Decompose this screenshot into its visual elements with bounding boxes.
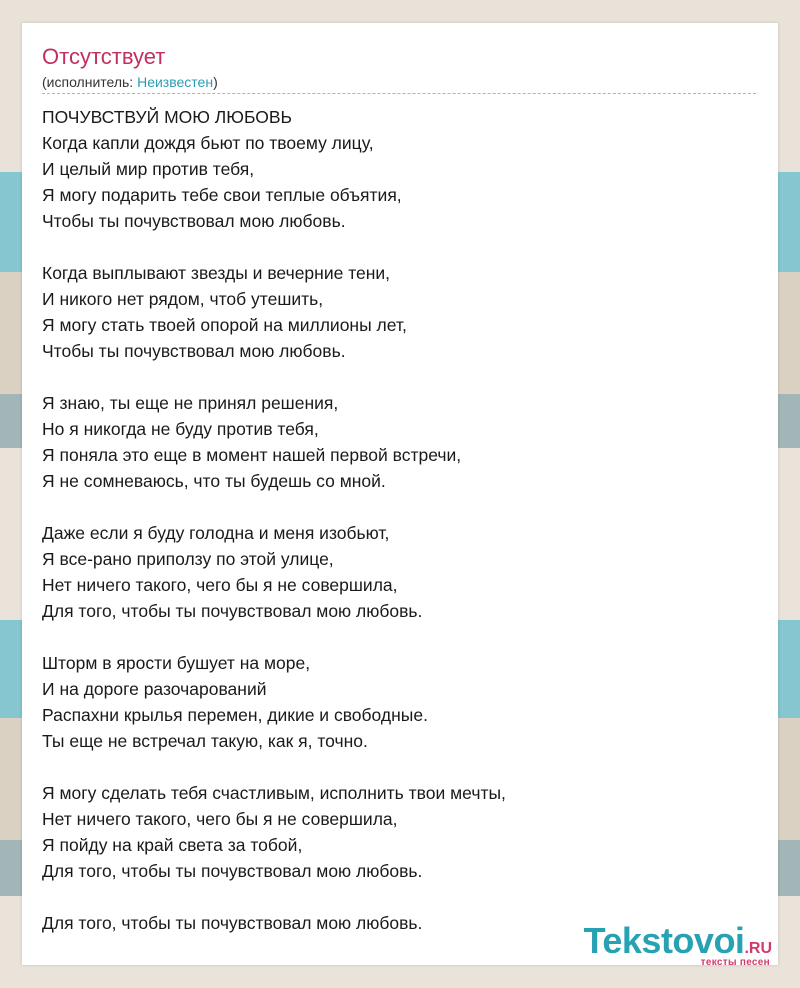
lyric-line: Когда капли дождя бьют по твоему лицу, (42, 133, 374, 153)
lyric-line: Для того, чтобы ты почувствовал мою любовь. (42, 913, 423, 933)
stanza (42, 520, 758, 624)
stanza-gap (42, 364, 758, 390)
lyric-line: Ты еще не встречал такую, как я, точно. (42, 731, 368, 751)
lyric-line: Нет ничего такого, чего бы я не совершила, (42, 575, 398, 595)
artist-line (42, 73, 218, 91)
lyric-line: Я могу сделать тебя счастливым, исполнить твои мечты, (42, 783, 506, 803)
lyric-line: И целый мир против тебя, (42, 159, 255, 179)
lyric-line: Я могу подарить тебе свои теплые объятия, (42, 185, 402, 205)
stanza-gap (42, 494, 758, 520)
lyric-line: Шторм в ярости бушует на море, (42, 653, 311, 673)
lyric-line: Я все-рано приползу по этой улице, (42, 549, 334, 569)
stanza-gap (42, 624, 758, 650)
artist-link[interactable]: Неизвестен (137, 74, 214, 90)
site-logo[interactable] (584, 922, 772, 960)
lyric-line: Когда выплывают звезды и вечерние тени, (42, 263, 391, 283)
stanza (42, 390, 758, 494)
lyric-line: Но я никогда не буду против тебя, (42, 419, 319, 439)
stanza (42, 260, 758, 364)
lyric-line: И на дороге разочарований (42, 679, 267, 699)
stanza (42, 650, 758, 754)
lyric-line: Чтобы ты почувствовал мою любовь. (42, 211, 346, 231)
logo-tagline: тексты песен (700, 957, 770, 968)
lyric-line: Я пойду на край света за тобой, (42, 835, 303, 855)
lyric-line: Даже если я буду голодна и меня изобьют, (42, 523, 390, 543)
lyric-line: Я знаю, ты еще не принял решения, (42, 393, 339, 413)
lyric-line: Для того, чтобы ты почувствовал мою любовь. (42, 861, 423, 881)
lyric-line: Я поняла это еще в момент нашей первой встречи, (42, 445, 462, 465)
divider (42, 93, 756, 94)
stanza-gap (42, 884, 758, 910)
logo-suffix: .RU (744, 940, 772, 957)
lyric-line: Для того, чтобы ты почувствовал мою любовь. (42, 601, 423, 621)
stanza-gap (42, 754, 758, 780)
artist-suffix: ) (213, 74, 218, 90)
lyrics-text (42, 104, 758, 936)
stanza (42, 780, 758, 884)
lyric-line: Я не сомневаюсь, что ты будешь со мной. (42, 471, 386, 491)
artist-prefix: (исполнитель: (42, 74, 138, 90)
logo-name: Tekstovoi (583, 920, 745, 961)
lyric-line: ПОЧУВСТВУЙ МОЮ ЛЮБОВЬ (42, 107, 293, 127)
lyrics-card (22, 23, 778, 965)
lyric-line: Чтобы ты почувствовал мою любовь. (42, 341, 346, 361)
stanza (42, 104, 758, 234)
lyric-line: Я могу стать твоей опорой на миллионы лет, (42, 315, 407, 335)
stanza-gap (42, 234, 758, 260)
lyric-line: Распахни крылья перемен, дикие и свободные. (42, 705, 428, 725)
lyric-line: И никого нет рядом, чтоб утешить, (42, 289, 324, 309)
song-title: Отсутствует (42, 44, 166, 69)
lyric-line: Нет ничего такого, чего бы я не совершила, (42, 809, 398, 829)
